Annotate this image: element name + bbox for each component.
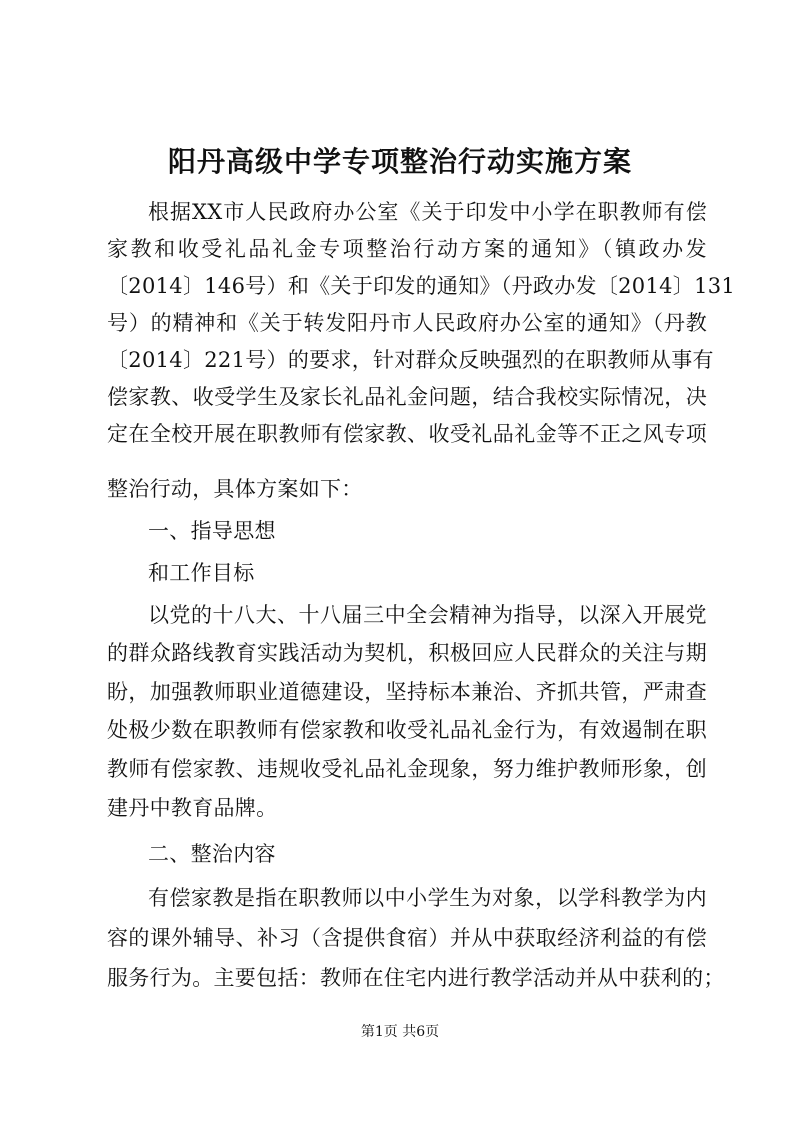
paragraph-line: 容的课外辅导、补习（含提供食宿）并从中获取经济利益的有偿 — [107, 926, 707, 950]
page-number-footer: 第1页 共6页 — [360, 1024, 440, 1040]
paragraph-line: 的群众路线教育实践活动为契机，积极回应人民群众的关注与期 — [107, 641, 707, 665]
document-title: 阳丹高级中学专项整治行动实施方案 — [167, 145, 632, 178]
paragraph-line: 有偿家教是指在职教师以中小学生为对象，以学科教学为内 — [148, 886, 707, 910]
paragraph-line: 盼，加强教师职业道德建设，坚持标本兼治、齐抓共管，严肃查 — [107, 680, 707, 704]
paragraph-line: 根据XX市人民政府办公室《关于印发中小学在职教师有偿 — [148, 200, 707, 224]
section-heading: 和工作目标 — [148, 561, 255, 585]
paragraph-line: 处极少数在职教师有偿家教和收受礼品礼金行为，有效遏制在职 — [107, 718, 707, 742]
section-heading: 一、指导思想 — [148, 519, 276, 543]
paragraph-line: 教师有偿家教、违规收受礼品礼金现象，努力维护教师形象，创 — [107, 757, 707, 781]
section-heading: 二、整治内容 — [148, 842, 276, 866]
paragraph-line: 〔2014〕221号）的要求，针对群众反映强烈的在职教师从事有 — [107, 348, 714, 372]
paragraph-line: 〔2014〕146号）和《关于印发的通知》（丹政办发〔2014〕131 — [107, 274, 736, 298]
paragraph-line: 家教和收受礼品礼金专项整治行动方案的通知》（镇政办发 — [107, 237, 707, 261]
paragraph-line: 建丹中教育品牌。 — [107, 796, 278, 820]
paragraph-line: 偿家教、收受学生及家长礼品礼金问题，结合我校实际情况，决 — [107, 385, 707, 409]
paragraph-line: 号）的精神和《关于转发阳丹市人民政府办公室的通知》（丹教 — [107, 311, 707, 335]
paragraph-line: 服务行为。主要包括：教师在住宅内进行教学活动并从中获利的； — [107, 966, 725, 990]
paragraph-line: 以党的十八大、十八届三中全会精神为指导，以深入开展党 — [148, 603, 707, 627]
paragraph-line: 整治行动，具体方案如下： — [107, 477, 363, 501]
paragraph-line: 定在全校开展在职教师有偿家教、收受礼品礼金等不正之风专项 — [107, 422, 707, 446]
